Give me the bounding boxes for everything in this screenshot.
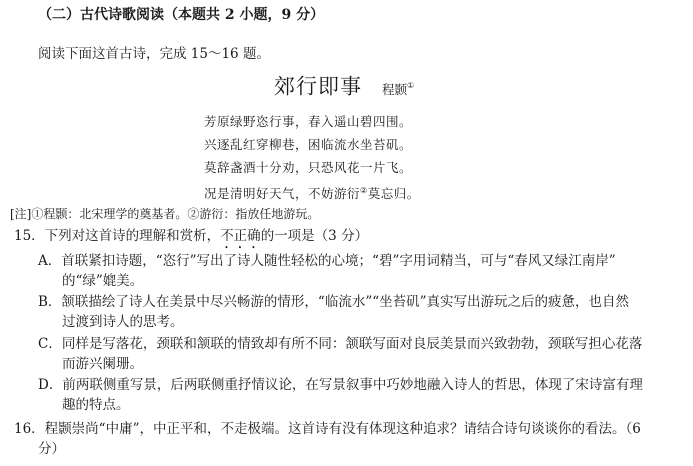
option-a: A．首联紧扣诗题，“恣行”写出了诗人随性轻松的心境；“碧”字用词精当，可与“春风又绿江南岸” bbox=[38, 253, 616, 269]
poem-title: 郊行即事 bbox=[274, 74, 362, 99]
option-b-cont: 过渡到诗人的思考。 bbox=[62, 314, 184, 330]
question-text: 的一项是（3 分） bbox=[260, 228, 369, 244]
option-c-cont: 而游兴阑珊。 bbox=[62, 356, 143, 372]
poem-line bbox=[204, 181, 420, 204]
emphasis-text: 不正确 bbox=[220, 228, 261, 244]
poem-line: 莫辞盏酒十分劝，只恐风花一片飞。 bbox=[204, 160, 413, 175]
instruction-text: 阅读下面这首古诗，完成 15～16 题。 bbox=[38, 46, 270, 62]
poem-line-text: 莫忘归。 bbox=[367, 186, 420, 202]
option-c: C．同样是写落花，颈联和颔联的情致却有所不同：颔联写面对良辰美景而兴致勃勃，颈联写担心花落 bbox=[38, 336, 643, 352]
poem-author: 程颢 bbox=[382, 81, 408, 97]
option-b: B．颔联描绘了诗人在美景中尽兴畅游的情形，“临流水”“坐苔矶”真实写出游玩之后的疲惫，也自然 bbox=[38, 294, 630, 310]
question-15-stem bbox=[14, 226, 368, 252]
section-heading: （二）古代诗歌阅读（本题共 2 小题，9 分） bbox=[38, 7, 325, 23]
poem-title-row bbox=[274, 76, 414, 100]
option-a-cont: 的“绿”媲美。 bbox=[62, 273, 144, 289]
option-d-cont: 趣的特点。 bbox=[62, 397, 130, 413]
poem-line: 芳原绿野恣行事，春入遥山碧四围。 bbox=[204, 114, 413, 129]
footnote-marker: ① bbox=[407, 81, 415, 90]
question-16-cont: 分） bbox=[38, 441, 65, 457]
question-text: 15．下列对这首诗的理解和赏析， bbox=[14, 228, 221, 244]
annotation-note: [注]①程颢：北宋理学的奠基者。②游衍：指放任地游玩。 bbox=[10, 207, 320, 221]
footnote-marker: ② bbox=[360, 186, 368, 195]
option-d: D．前两联侧重写景，后两联侧重抒情议论，在写景叙事中巧妙地融入诗人的哲思，体现了宋诗富有理 bbox=[38, 377, 643, 393]
poem-line-text: 况是清明好天气，不妨游衍 bbox=[204, 186, 361, 202]
question-16: 16．程颢崇尚“中庸”，中正平和，不走极端。这首诗有没有体现这种追求？请结合诗句谈谈你的看法。（6 bbox=[14, 421, 641, 437]
poem-line: 兴逐乱红穿柳巷，困临流水坐苔矶。 bbox=[204, 137, 413, 152]
